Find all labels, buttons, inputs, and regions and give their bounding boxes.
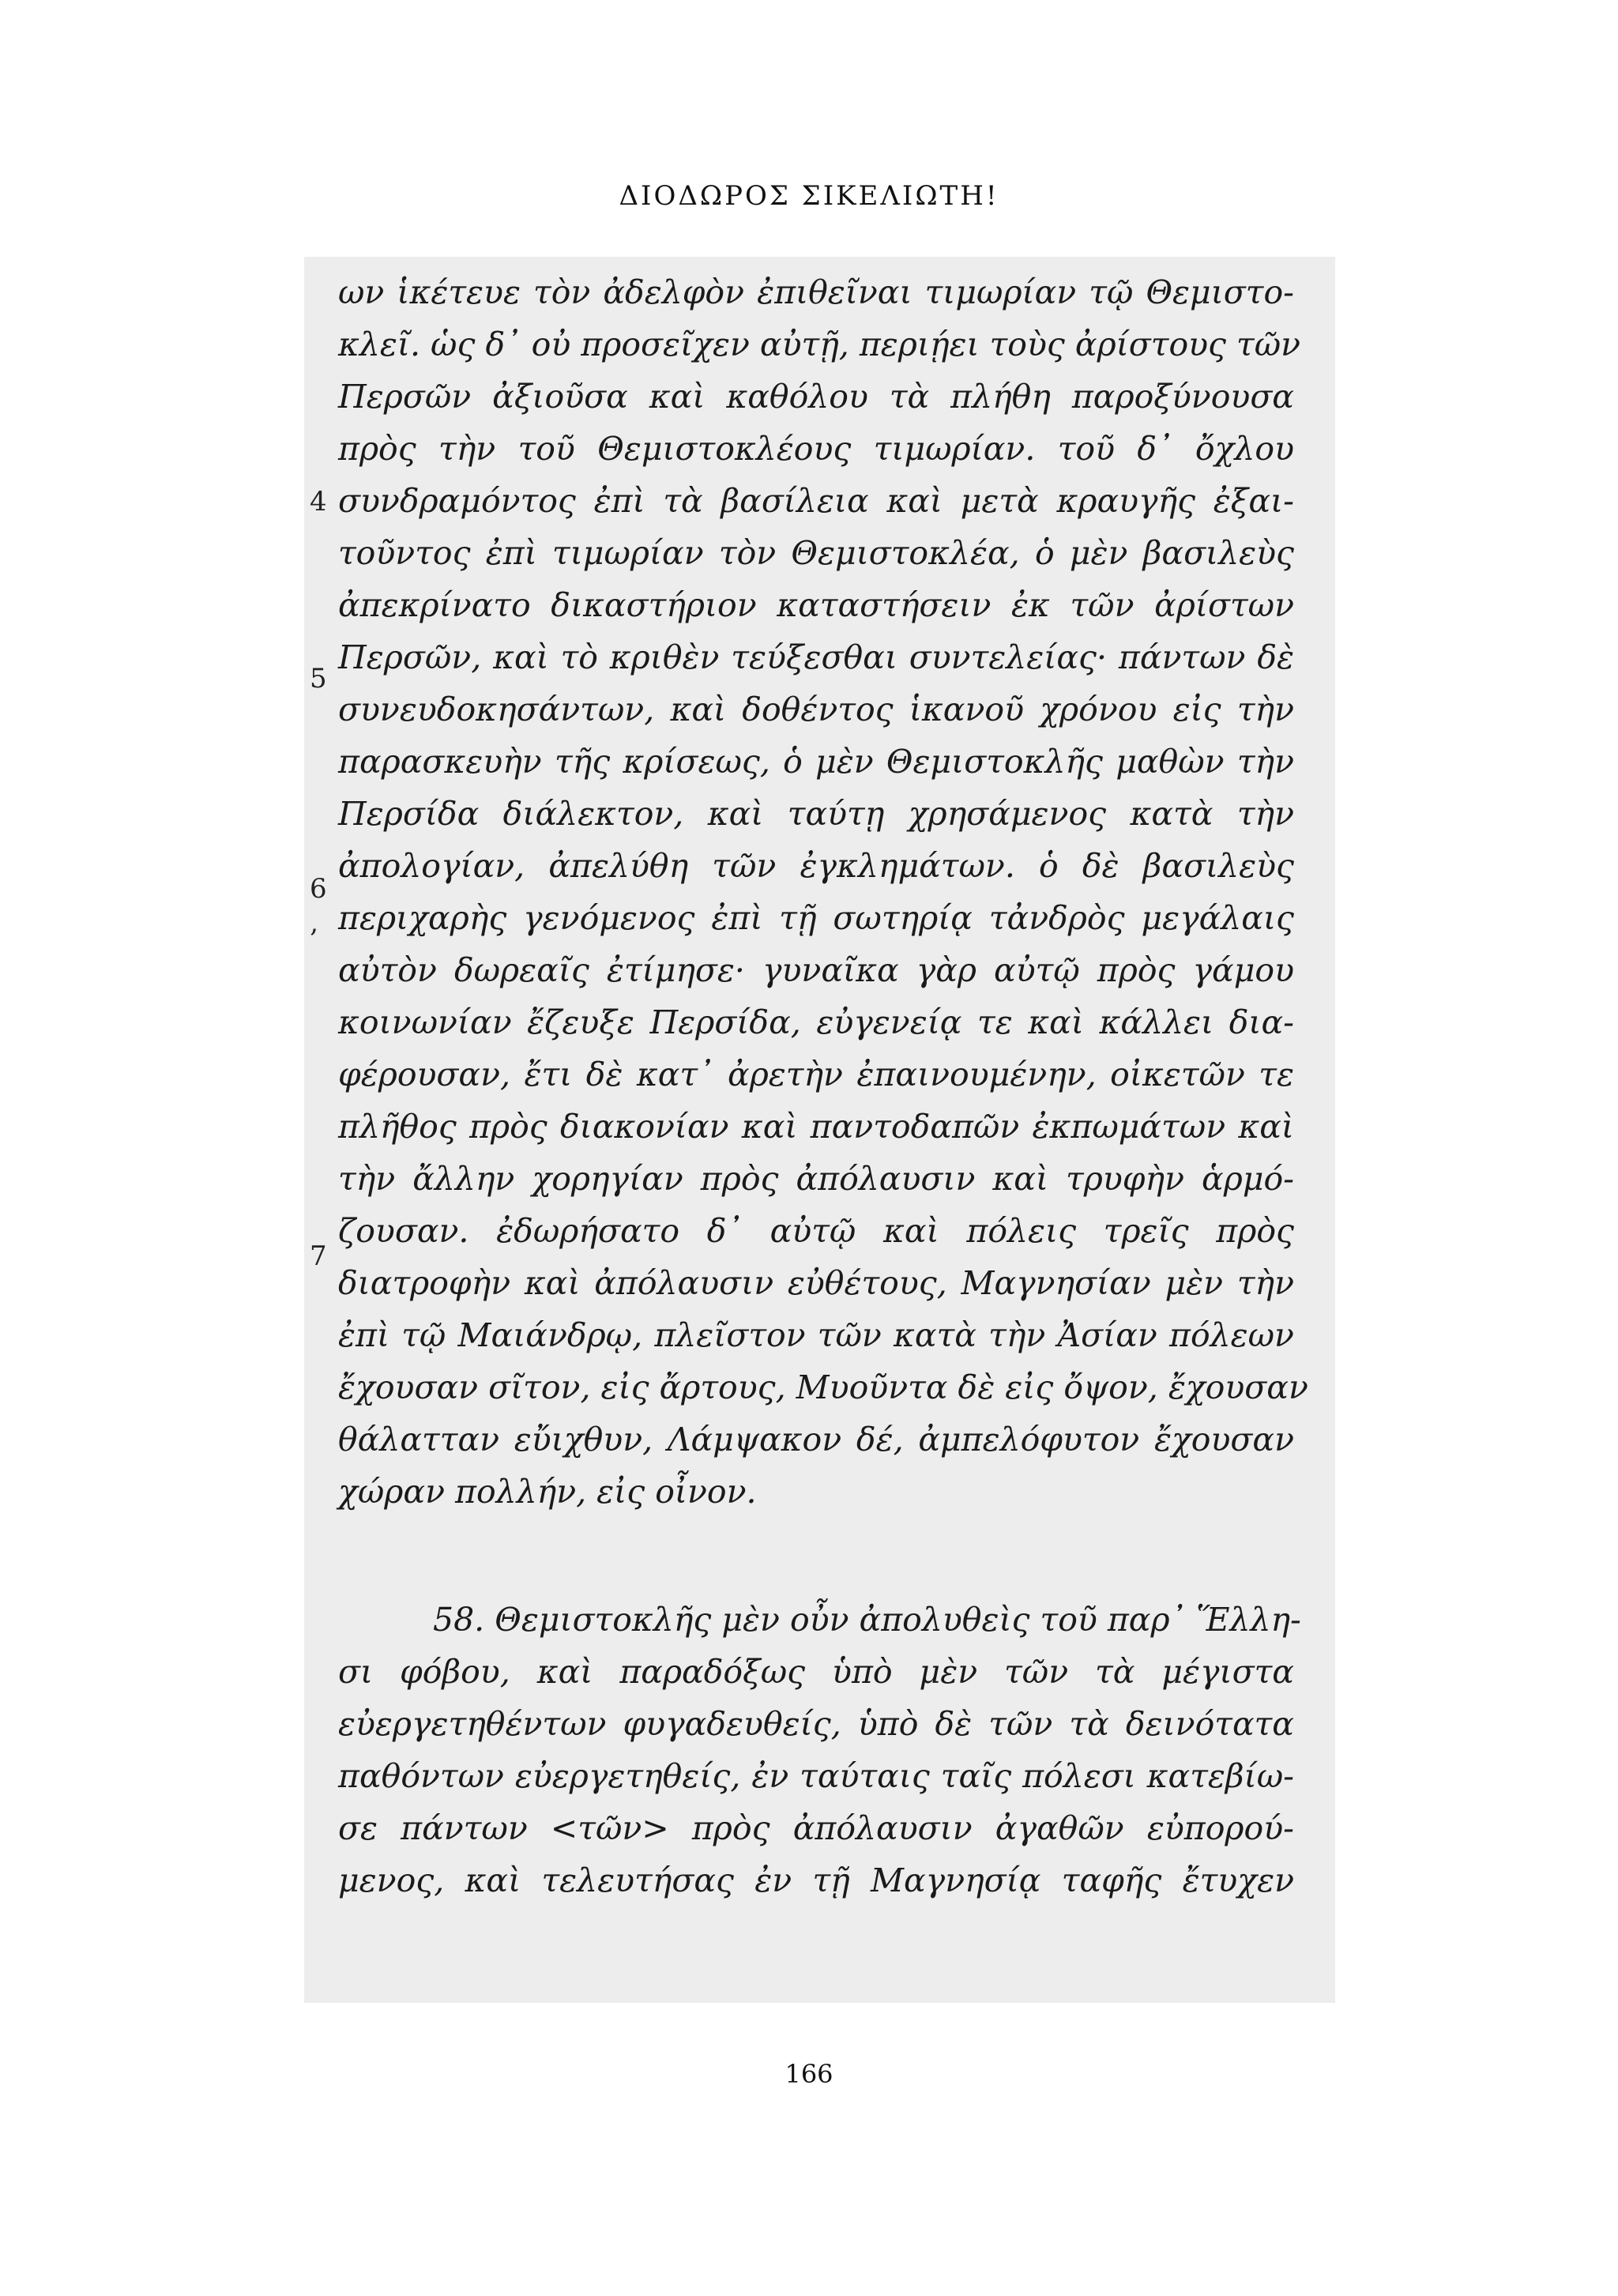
text-line: μενος, καὶ τελευτήσας ἐν τῇ Μαγνησίᾳ ταφῆς ἔτυχεν <box>338 1861 1294 1899</box>
margin-number-5: 5 <box>310 663 327 694</box>
page-number: 166 <box>785 2059 833 2089</box>
margin-number-6: 6 <box>310 873 327 905</box>
text-line: ἀπεκρίνατο δικαστήριον καταστήσειν ἐκ τῶν ἀρίστων <box>338 586 1294 624</box>
margin-number-7: 7 <box>310 1240 327 1272</box>
running-title: ΔΙΟΔΩΡΟΣ ΣΙΚΕΛΙΩΤΗ! <box>619 180 999 212</box>
text-line: παθόντων εὐεργετηθείς, ἐν ταύταις ταῖς πόλεσι κατεβίω- <box>338 1757 1294 1795</box>
text-line: Περσῶν ἀξιοῦσα καὶ καθόλου τὰ πλήθη παροξύνουσα <box>338 378 1294 416</box>
text-line: ἀπολογίαν, ἀπελύθη τῶν ἐγκλημάτων. ὁ δὲ βασιλεὺς <box>338 847 1294 885</box>
text-line: χώραν πολλήν, εἰς οἶνον. <box>338 1473 757 1511</box>
text-line: τὴν ἄλλην χορηγίαν πρὸς ἀπόλαυσιν καὶ τρυφὴν ἁρμό- <box>338 1160 1294 1198</box>
text-line: ων ἱκέτευε τὸν ἀδελφὸν ἐπιθεῖναι τιμωρίαν τῷ Θεμιστο- <box>338 273 1294 311</box>
text-line: διατροφὴν καὶ ἀπόλαυσιν εὐθέτους, Μαγνησίαν μὲν τὴν <box>338 1264 1294 1302</box>
text-line: συνευδοκησάντων, καὶ δοθέντος ἱκανοῦ χρόνου εἰς τὴν <box>338 691 1294 728</box>
margin-mark: ‚ <box>310 907 318 939</box>
text-line: συνδραμόντος ἐπὶ τὰ βασίλεια καὶ μετὰ κραυγῆς ἐξαι- <box>338 482 1294 520</box>
text-line: ἔχουσαν σῖτον, εἰς ἄρτους, Μυοῦντα δὲ εἰς ὄψον, ἔχουσαν <box>338 1368 1308 1406</box>
text-line: εὐεργετηθέντων φυγαδευθείς, ὑπὸ δὲ τῶν τὰ δεινότατα <box>338 1705 1294 1743</box>
text-line: τοῦντος ἐπὶ τιμωρίαν τὸν Θεμιστοκλέα, ὁ μὲν βασιλεὺς <box>338 534 1294 572</box>
text-line: ζουσαν. ἐδωρήσατο δ᾽ αὐτῷ καὶ πόλεις τρεῖς πρὸς <box>338 1212 1294 1250</box>
text-line: θάλατταν εὔιχθυν, Λάμψακον δέ, ἀμπελόφυτον ἔχουσαν <box>338 1421 1294 1459</box>
text-line: πλῆθος πρὸς διακονίαν καὶ παντοδαπῶν ἐκπωμάτων καὶ <box>338 1108 1294 1146</box>
text-line: αὐτὸν δωρεαῖς ἐτίμησε· γυναῖκα γὰρ αὐτῷ πρὸς γάμου <box>338 951 1294 989</box>
text-line: σε πάντων <τῶν> πρὸς ἀπόλαυσιν ἀγαθῶν εὐπορού- <box>338 1809 1294 1847</box>
text-line: σι φόβου, καὶ παραδόξως ὑπὸ μὲν τῶν τὰ μέγιστα <box>338 1653 1294 1691</box>
text-line: περιχαρὴς γενόμενος ἐπὶ τῇ σωτηρίᾳ τἀνδρὸς μεγάλαις <box>338 899 1294 937</box>
text-line: παρασκευὴν τῆς κρίσεως, ὁ μὲν Θεμιστοκλῆς μαθὼν τὴν <box>338 743 1294 781</box>
text-line: κλεῖ. ὡς δ᾽ οὐ προσεῖχεν αὐτῇ, περιῄει τοὺς ἀρίστους τῶν <box>338 326 1301 363</box>
text-line: φέρουσαν, ἔτι δὲ κατ᾽ ἀρετὴν ἐπαινουμένην, οἰκετῶν τε <box>338 1056 1294 1093</box>
text-line-chapter-start: 58. Θεμιστοκλῆς μὲν οὖν ἀπολυθεὶς τοῦ παρ᾽ Ἕλλη- <box>433 1601 1301 1639</box>
text-line: Περσῶν, καὶ τὸ κριθὲν τεύξεσθαι συντελείας· πάντων δὲ <box>338 638 1294 676</box>
margin-number-4: 4 <box>310 486 327 518</box>
text-line: πρὸς τὴν τοῦ Θεμιστοκλέους τιμωρίαν. τοῦ δ᾽ ὄχλου <box>338 430 1294 468</box>
text-line: Περσίδα διάλεκτον, καὶ ταύτῃ χρησάμενος κατὰ τὴν <box>338 795 1294 833</box>
text-line: κοινωνίαν ἔζευξε Περσίδα, εὐγενείᾳ τε καὶ κάλλει δια- <box>338 1003 1294 1041</box>
text-line: ἐπὶ τῷ Μαιάνδρῳ, πλεῖστον τῶν κατὰ τὴν Ἀσίαν πόλεων <box>338 1316 1294 1354</box>
